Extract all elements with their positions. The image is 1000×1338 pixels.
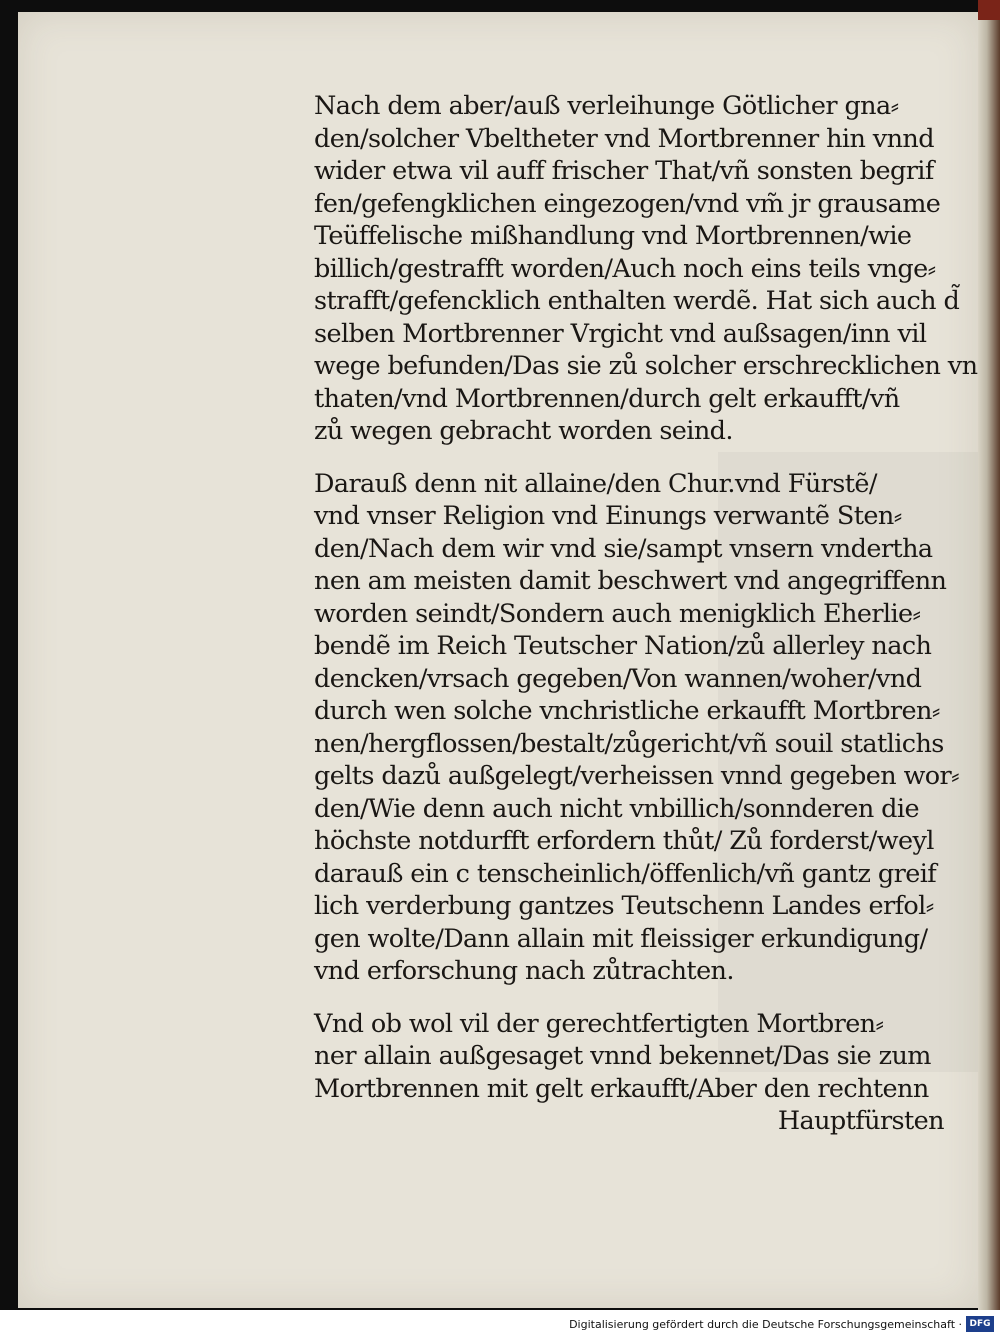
catchword: Hauptfürsten: [777, 1106, 944, 1136]
text-line: ner allain außgesaget vnnd bekennet/Das sie zum: [314, 1041, 931, 1071]
footer-bar: [0, 1310, 1000, 1338]
text-line: gelts dazů außgelegt/verheissen vnnd gegeben wor⸗: [314, 761, 960, 791]
funding-notice: Digitalisierung gefördert durch die Deutsche Forschungsgemeinschaft ·: [569, 1318, 962, 1331]
text-line: Teüffelische mißhandlung vnd Mortbrennen/wie: [314, 221, 912, 251]
paragraph-3: [314, 1008, 954, 1106]
paragraph-gap: [314, 988, 954, 1008]
text-line: billich/gestrafft worden/Auch noch eins teils vnge⸗: [314, 253, 936, 284]
text-line: selben Mortbrenner Vrgicht vnd außsagen/inn vil: [314, 318, 927, 349]
text-line: thaten/vnd Mortbrennen/durch gelt erkaufft/vñ: [314, 383, 900, 414]
text-line: höchste notdurfft erfordern thůt/ Zů forderst/weyl: [314, 826, 934, 856]
text-line: Vnd ob wol vil der gerechtfertigten Mortbren⸗: [314, 1008, 884, 1039]
text-line: vnd erforschung nach zůtrachten.: [314, 956, 734, 986]
text-line: bendẽ im Reich Teutscher Nation/zů allerley nach: [314, 631, 932, 661]
text-line: lich verderbung gantzes Teutschenn Landes erfol⸗: [314, 891, 934, 921]
text-line: den/solcher Vbeltheter vnd Mortbrenner hin vnnd: [314, 123, 934, 154]
paragraph-2: [314, 468, 960, 988]
text-line: gen wolte/Dann allain mit fleissiger erkundigung/: [314, 923, 928, 954]
paragraph-1: [314, 90, 978, 448]
text-line: durch wen solche vnchristliche erkaufft Mortbren⸗: [314, 696, 940, 726]
ribbon-marker: [978, 0, 1000, 20]
book-page: [18, 12, 978, 1308]
text-line: darauß ein c tenscheinlich/öffenlich/vñ gantz greif: [314, 858, 937, 889]
page-edge: [978, 0, 1000, 1310]
text-line: den/Nach dem wir vnd sie/sampt vnsern vndertha: [314, 533, 933, 564]
text-line: fen/gefengklichen eingezogen/vnd vm̃ jr grausame: [314, 188, 941, 219]
text-line: dencken/vrsach gegeben/Von wannen/woher/vnd: [314, 663, 922, 694]
text-line: Nach dem aber/auß verleihunge Götlicher gna⸗: [314, 91, 899, 121]
text-line: nen/hergflossen/bestalt/zůgericht/vñ souil statlichs: [314, 728, 944, 759]
text-line: worden seindt/Sondern auch menigklich Eherlie⸗: [314, 598, 921, 629]
text-line: wider etwa vil auff frischer That/vñ sonsten begrif: [314, 156, 934, 186]
text-line: nen am meisten damit beschwert vnd angegriffenn: [314, 566, 947, 596]
page-text: [314, 90, 978, 1138]
text-line: zů wegen gebracht worden seind.: [314, 416, 733, 446]
text-line: den/Wie denn auch nicht vnbillich/sonnderen die: [314, 793, 919, 824]
text-line: wege befunden/Das sie zů solcher erschrecklichen vn: [314, 351, 978, 381]
text-line: vnd vnser Religion vnd Einungs verwantẽ Sten⸗: [314, 501, 902, 531]
text-line: Mortbrennen mit gelt erkaufft/Aber den rechtenn: [314, 1073, 929, 1104]
paragraph-gap: [314, 448, 954, 468]
dfg-logo-icon: DFG: [966, 1316, 994, 1332]
text-line: Darauß denn nit allaine/den Chur.vnd Fürstẽ/: [314, 468, 877, 499]
text-line: strafft/gefencklich enthalten werdẽ. Hat sich auch d̃: [314, 286, 960, 316]
